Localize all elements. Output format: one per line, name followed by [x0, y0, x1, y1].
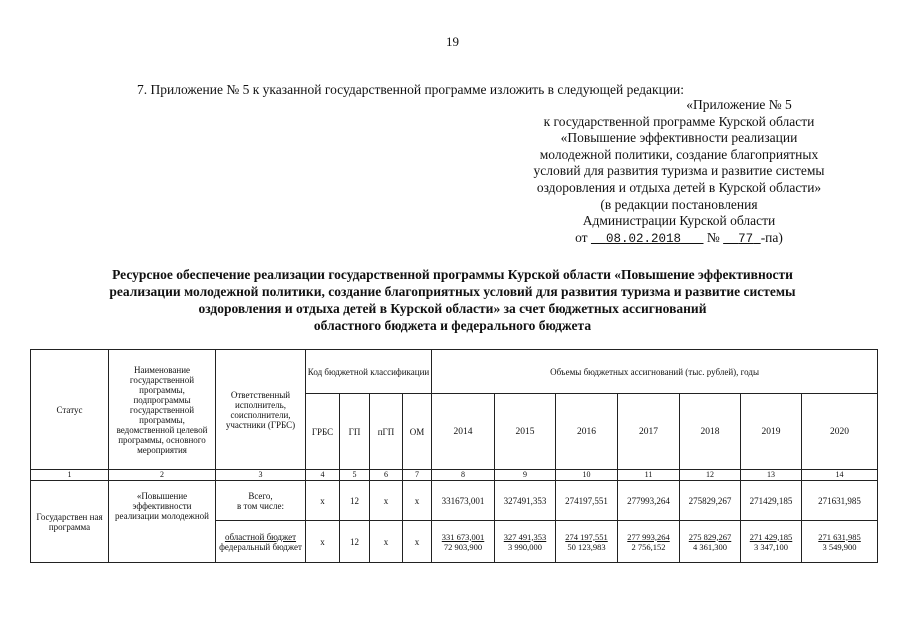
row-name: «Повышение эффективности реализации молодежной: [109, 481, 216, 563]
total-value: 271429,185: [741, 481, 802, 521]
heading-line: Ресурсное обеспечение реализации государственной программы Курской области «Повышение эффективности: [112, 267, 793, 282]
regional-value: 274 197,551: [565, 531, 608, 542]
appendix-line: условий для развития туризма и развитие системы: [533, 163, 825, 179]
header-year: 2014: [432, 394, 495, 470]
budget-value-cell: [680, 521, 741, 563]
header-code-om: ОМ: [403, 394, 432, 470]
header-code-gp: ГП: [340, 394, 370, 470]
heading-line: оздоровления и отдыха детей в Курской области» за счет бюджетных ассигнований: [198, 301, 707, 316]
row-executor-total: Всего, в том числе:: [216, 481, 306, 521]
regional-budget-label: областной бюджет: [224, 531, 297, 542]
header-name: Наименование государственной программы, подпрограммы государственной программы, ведомственной целевой программы, основного мероприятия: [109, 350, 216, 470]
decree-number: 77: [738, 231, 754, 246]
col-number: 14: [802, 470, 878, 481]
total-value: 274197,551: [556, 481, 618, 521]
regional-value: 271 631,985: [818, 531, 861, 542]
header-year: 2017: [618, 394, 680, 470]
appendix-line: (в редакции постановления: [600, 196, 758, 212]
col-number: 11: [618, 470, 680, 481]
header-year: 2015: [495, 394, 556, 470]
col-number: 1: [31, 470, 109, 481]
row-code: х: [370, 481, 403, 521]
regional-value: 275 829,267: [688, 531, 732, 542]
budget-value-cell: [802, 521, 878, 563]
row-executor-budget: [216, 521, 306, 563]
table-row: [31, 481, 878, 521]
row-code: х: [403, 521, 432, 563]
col-number: 9: [495, 470, 556, 481]
federal-budget-label: федеральный бюджет: [219, 541, 302, 552]
federal-value: 4 361,300: [693, 541, 728, 552]
appendix-line: оздоровления и отдыха детей в Курской области»: [536, 179, 822, 195]
header-code-grbs: ГРБС: [306, 394, 340, 470]
row-code: х: [306, 481, 340, 521]
total-value: 277993,264: [618, 481, 680, 521]
budget-value-cell: [741, 521, 802, 563]
col-number: 6: [370, 470, 403, 481]
heading-line: областного бюджета и федерального бюджета: [313, 318, 592, 333]
appendix-line: «Приложение № 5: [686, 97, 792, 112]
appendix-block: [493, 97, 865, 247]
budget-value-cell: [618, 521, 680, 563]
header-code-group: Код бюджетной классификации: [306, 350, 432, 394]
federal-value: 2 756,152: [631, 541, 666, 552]
budget-value-cell: [495, 521, 556, 563]
row-code: 12: [340, 481, 370, 521]
row-code: х: [370, 521, 403, 563]
row-status: Государствен ная программа: [31, 481, 109, 563]
col-number: 5: [340, 470, 370, 481]
header-year: 2018: [680, 394, 741, 470]
header-code-pgp: пГП: [370, 394, 403, 470]
header-volume-group: Объемы бюджетных ассигнований (тыс. рублей), годы: [432, 350, 878, 394]
federal-value: 3 549,900: [822, 541, 857, 552]
header-year: 2019: [741, 394, 802, 470]
appendix-line: «Повышение эффективности реализации: [560, 130, 798, 146]
appendix-line: к государственной программе Курской области: [543, 113, 815, 129]
budget-value-cell: [432, 521, 495, 563]
total-value: 271631,985: [802, 481, 878, 521]
col-number: 2: [109, 470, 216, 481]
date-suffix: -па): [760, 229, 783, 245]
total-value: 327491,353: [495, 481, 556, 521]
number-label: №: [706, 229, 720, 245]
date-prefix: от: [575, 229, 588, 245]
resource-table: [30, 349, 878, 563]
total-value: 331673,001: [432, 481, 495, 521]
col-number: 7: [403, 470, 432, 481]
appendix-line: Администрации Курской области: [582, 213, 776, 229]
heading-line: реализации молодежной политики, создание благоприятных условий для развития туризма и развитие системы: [109, 284, 796, 299]
federal-value: 3 347,100: [754, 541, 789, 552]
page-number: 19: [446, 34, 459, 49]
resource-heading: [40, 266, 865, 334]
row-code: х: [306, 521, 340, 563]
header-status: Статус: [31, 350, 109, 470]
decree-date: 08.02.2018: [605, 231, 681, 246]
col-number: 4: [306, 470, 340, 481]
col-number: 12: [680, 470, 741, 481]
column-number-row: [31, 470, 878, 481]
regional-value: 331 673,001: [441, 531, 485, 542]
federal-value: 50 123,983: [567, 541, 606, 552]
regional-value: 271 429,185: [749, 531, 793, 542]
col-number: 3: [216, 470, 306, 481]
col-number: 8: [432, 470, 495, 481]
col-number: 13: [741, 470, 802, 481]
federal-value: 72 903,900: [443, 541, 483, 552]
budget-value-cell: [556, 521, 618, 563]
col-number: 10: [556, 470, 618, 481]
intro-text: 7. Приложение № 5 к указанной государственной программе изложить в следующей редакции:: [137, 82, 684, 97]
header-year: 2016: [556, 394, 618, 470]
row-code: х: [403, 481, 432, 521]
date-line: [493, 230, 865, 248]
total-value: 275829,267: [680, 481, 741, 521]
header-executor: Ответственный исполнитель, соисполнители, участники (ГРБС): [216, 350, 306, 470]
row-code: 12: [340, 521, 370, 563]
federal-value: 3 990,000: [508, 541, 543, 552]
header-year: 2020: [802, 394, 878, 470]
regional-value: 327 491,353: [503, 531, 547, 542]
appendix-line: молодежной политики, создание благоприятных: [539, 146, 819, 162]
regional-value: 277 993,264: [627, 531, 670, 542]
